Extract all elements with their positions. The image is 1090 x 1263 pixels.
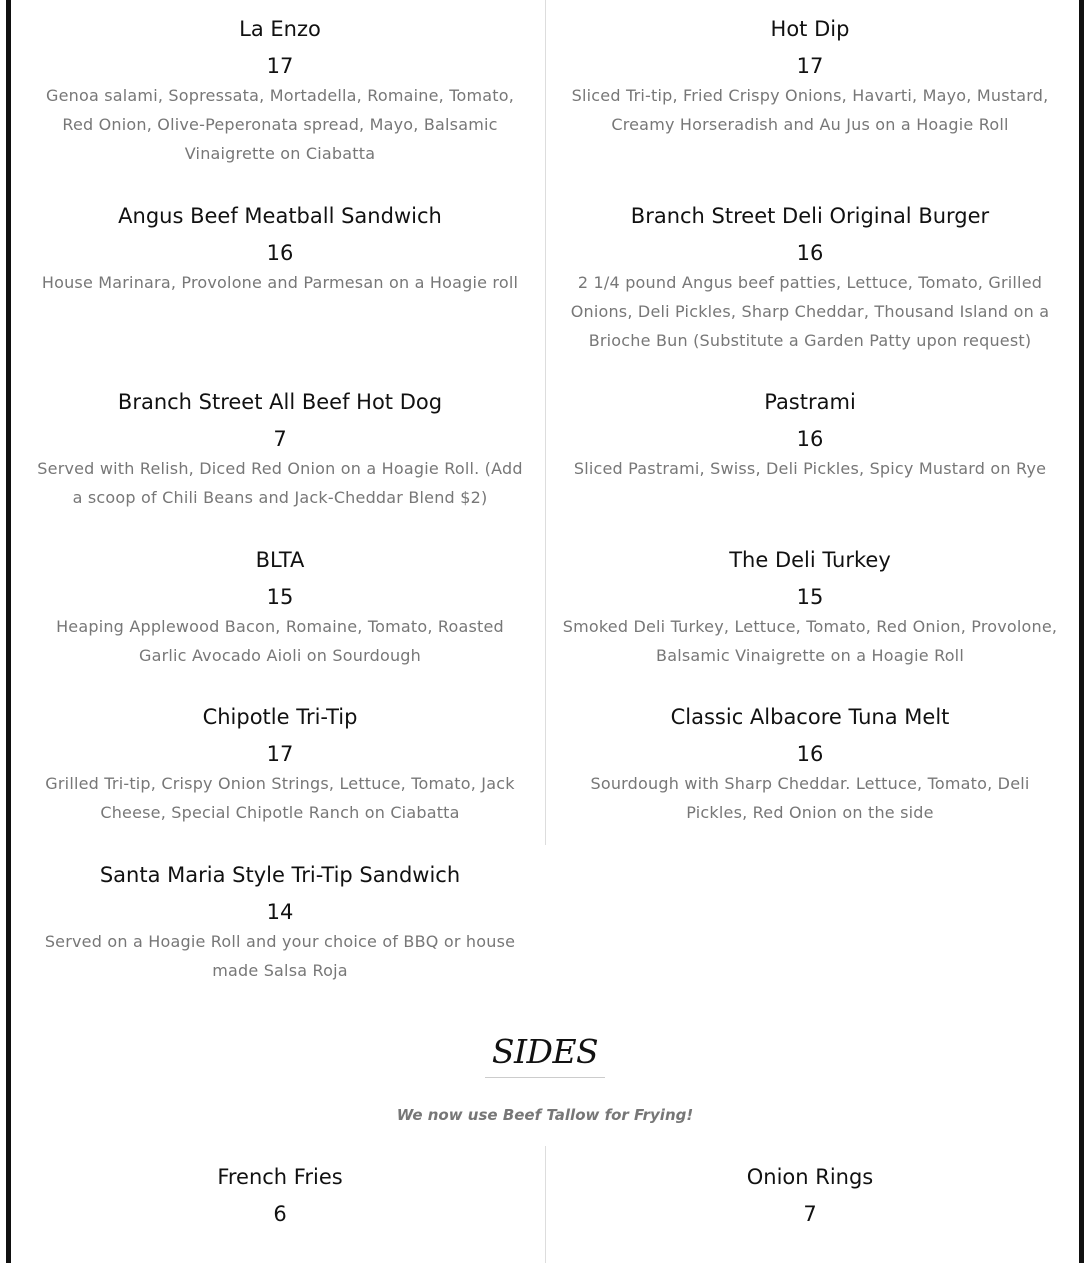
item-price: 17 (796, 54, 824, 78)
item-name: The Deli Turkey (729, 548, 891, 572)
item-description: Served on a Hoagie Roll and your choice of BBQ or house made Salsa Roja (44, 932, 516, 980)
item-price: 17 (266, 742, 294, 766)
item-price: 7 (803, 1202, 817, 1226)
menu-item-angus-beef-meatball-sandwich (30, 201, 530, 297)
menu-item-french-fries (30, 1162, 530, 1229)
item-description: Sliced Tri-tip, Fried Crispy Onions, Havarti, Mayo, Mustard, Creamy Horseradish and Au Jus on a Hoagie Roll (571, 86, 1049, 134)
item-description: 2 1/4 pound Angus beef patties, Lettuce, Tomato, Grilled Onions, Deli Pickles, Sharp Cheddar, Thousand Island on a Brioche Bun (Substitute a Garden Patty upon request) (570, 273, 1050, 350)
item-name: Classic Albacore Tuna Melt (670, 705, 950, 729)
item-price: 17 (266, 54, 294, 78)
item-name: French Fries (217, 1165, 343, 1189)
item-name: La Enzo (239, 17, 321, 41)
item-name: Hot Dip (770, 17, 850, 41)
item-price: 16 (796, 241, 824, 265)
menu-item-albacore-tuna-melt (560, 702, 1060, 827)
page-border-left (6, 0, 11, 1263)
item-description: Genoa salami, Sopressata, Mortadella, Romaine, Tomato, Red Onion, Olive-Peperonata spread, Mayo, Balsamic Vinaigrette on Ciabatta (45, 86, 515, 163)
item-price: 14 (266, 900, 294, 924)
sides-heading-underline (485, 1077, 605, 1078)
sides-note: We now use Beef Tallow for Frying! (396, 1106, 694, 1124)
menu-item-la-enzo (30, 14, 530, 168)
item-description: Smoked Deli Turkey, Lettuce, Tomato, Red Onion, Provolone, Balsamic Vinaigrette on a Hoagie Roll (562, 617, 1058, 665)
item-description: Served with Relish, Diced Red Onion on a Hoagie Roll. (Add a scoop of Chili Beans and Jack-Cheddar Blend $2) (37, 459, 523, 507)
page-border-right (1079, 0, 1084, 1263)
item-price: 15 (796, 585, 824, 609)
menu-item-hot-dip (560, 14, 1060, 139)
item-name: Chipotle Tri-Tip (202, 705, 358, 729)
item-description: House Marinara, Provolone and Parmesan on a Hoagie roll (41, 273, 519, 292)
item-price: 16 (266, 241, 294, 265)
item-price: 7 (273, 427, 287, 451)
item-name: BLTA (255, 548, 305, 572)
menu-item-blta (30, 545, 530, 670)
item-name: Santa Maria Style Tri-Tip Sandwich (99, 863, 461, 887)
menu-item-pastrami (560, 387, 1060, 483)
column-divider (545, 0, 546, 845)
item-price: 16 (796, 427, 824, 451)
menu-item-deli-turkey (560, 545, 1060, 670)
item-price: 16 (796, 742, 824, 766)
menu-item-onion-rings (560, 1162, 1060, 1229)
menu-item-original-burger (560, 201, 1060, 355)
item-name: Pastrami (764, 390, 856, 414)
item-description: Sliced Pastrami, Swiss, Deli Pickles, Spicy Mustard on Rye (573, 459, 1047, 478)
item-description: Sourdough with Sharp Cheddar. Lettuce, Tomato, Deli Pickles, Red Onion on the side (590, 774, 1030, 822)
item-name: Angus Beef Meatball Sandwich (118, 204, 442, 228)
sides-column-divider (545, 1146, 546, 1263)
menu-item-chipotle-tri-tip (30, 702, 530, 827)
item-name: Branch Street All Beef Hot Dog (117, 390, 443, 414)
menu-item-all-beef-hot-dog (30, 387, 530, 512)
item-price: 6 (273, 1202, 287, 1226)
item-name: Onion Rings (746, 1165, 874, 1189)
menu-item-santa-maria-tri-tip (30, 860, 530, 985)
item-description: Grilled Tri-tip, Crispy Onion Strings, Lettuce, Tomato, Jack Cheese, Special Chipotle Ranch on Ciabatta (45, 774, 515, 822)
item-name: Branch Street Deli Original Burger (630, 204, 990, 228)
sides-heading: SIDES (491, 1032, 599, 1071)
item-description: Heaping Applewood Bacon, Romaine, Tomato, Roasted Garlic Avocado Aioli on Sourdough (56, 617, 504, 665)
item-price: 15 (266, 585, 294, 609)
